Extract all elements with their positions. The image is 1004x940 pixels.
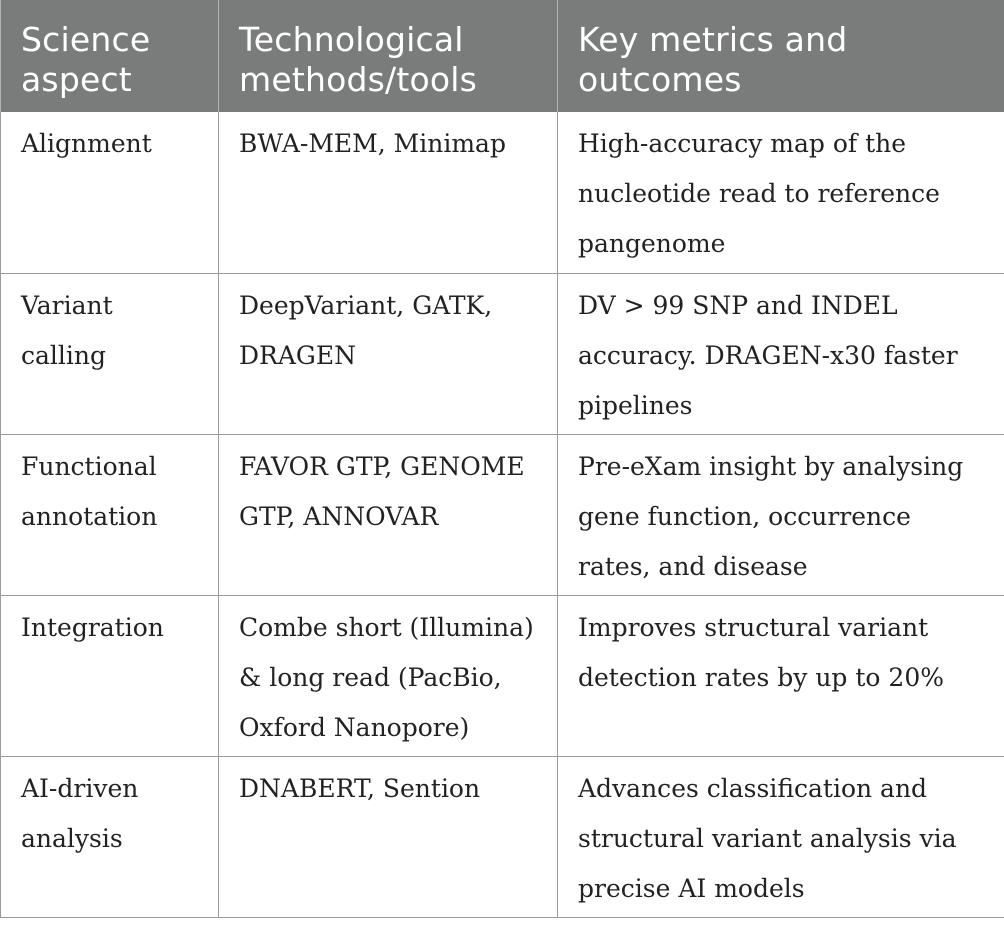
table-row <box>1 595 1004 756</box>
cell-methods: FAVOR GTP, GENOME GTP, ANNOVAR <box>219 434 558 595</box>
cell-methods: BWA-MEM, Minimap <box>219 112 558 273</box>
table-row <box>1 112 1004 273</box>
table-row <box>1 434 1004 595</box>
cell-methods: DNABERT, Sention <box>219 756 558 917</box>
cell-outcomes: DV > 99 SNP and INDEL accuracy. DRAGEN-x30 faster pipelines <box>558 273 1004 434</box>
cell-aspect: Integration <box>1 595 219 756</box>
cell-outcomes: Improves structural variant detection rates by up to 20% <box>558 595 1004 756</box>
table-header-row <box>1 0 1004 112</box>
cell-aspect: Functional annotation <box>1 434 219 595</box>
cell-aspect: AI-driven analysis <box>1 756 219 917</box>
cell-outcomes: Advances classification and structural variant analysis via precise AI models <box>558 756 1004 917</box>
cell-methods: DeepVariant, GATK, DRAGEN <box>219 273 558 434</box>
header-science-aspect: Science aspect <box>1 0 219 112</box>
cell-outcomes: Pre-eXam insight by analysing gene function, occurrence rates, and disease <box>558 434 1004 595</box>
header-technological-methods: Technological methods/tools <box>219 0 558 112</box>
cell-aspect: Alignment <box>1 112 219 273</box>
cell-outcomes: High-accuracy map of the nucleotide read to reference pangenome <box>558 112 1004 273</box>
cell-methods: Combe short (Illumina) & long read (PacBio, Oxford Nanopore) <box>219 595 558 756</box>
table-row <box>1 756 1004 917</box>
cell-aspect: Variant calling <box>1 273 219 434</box>
header-key-metrics: Key metrics and outcomes <box>558 0 1004 112</box>
table-row <box>1 273 1004 434</box>
